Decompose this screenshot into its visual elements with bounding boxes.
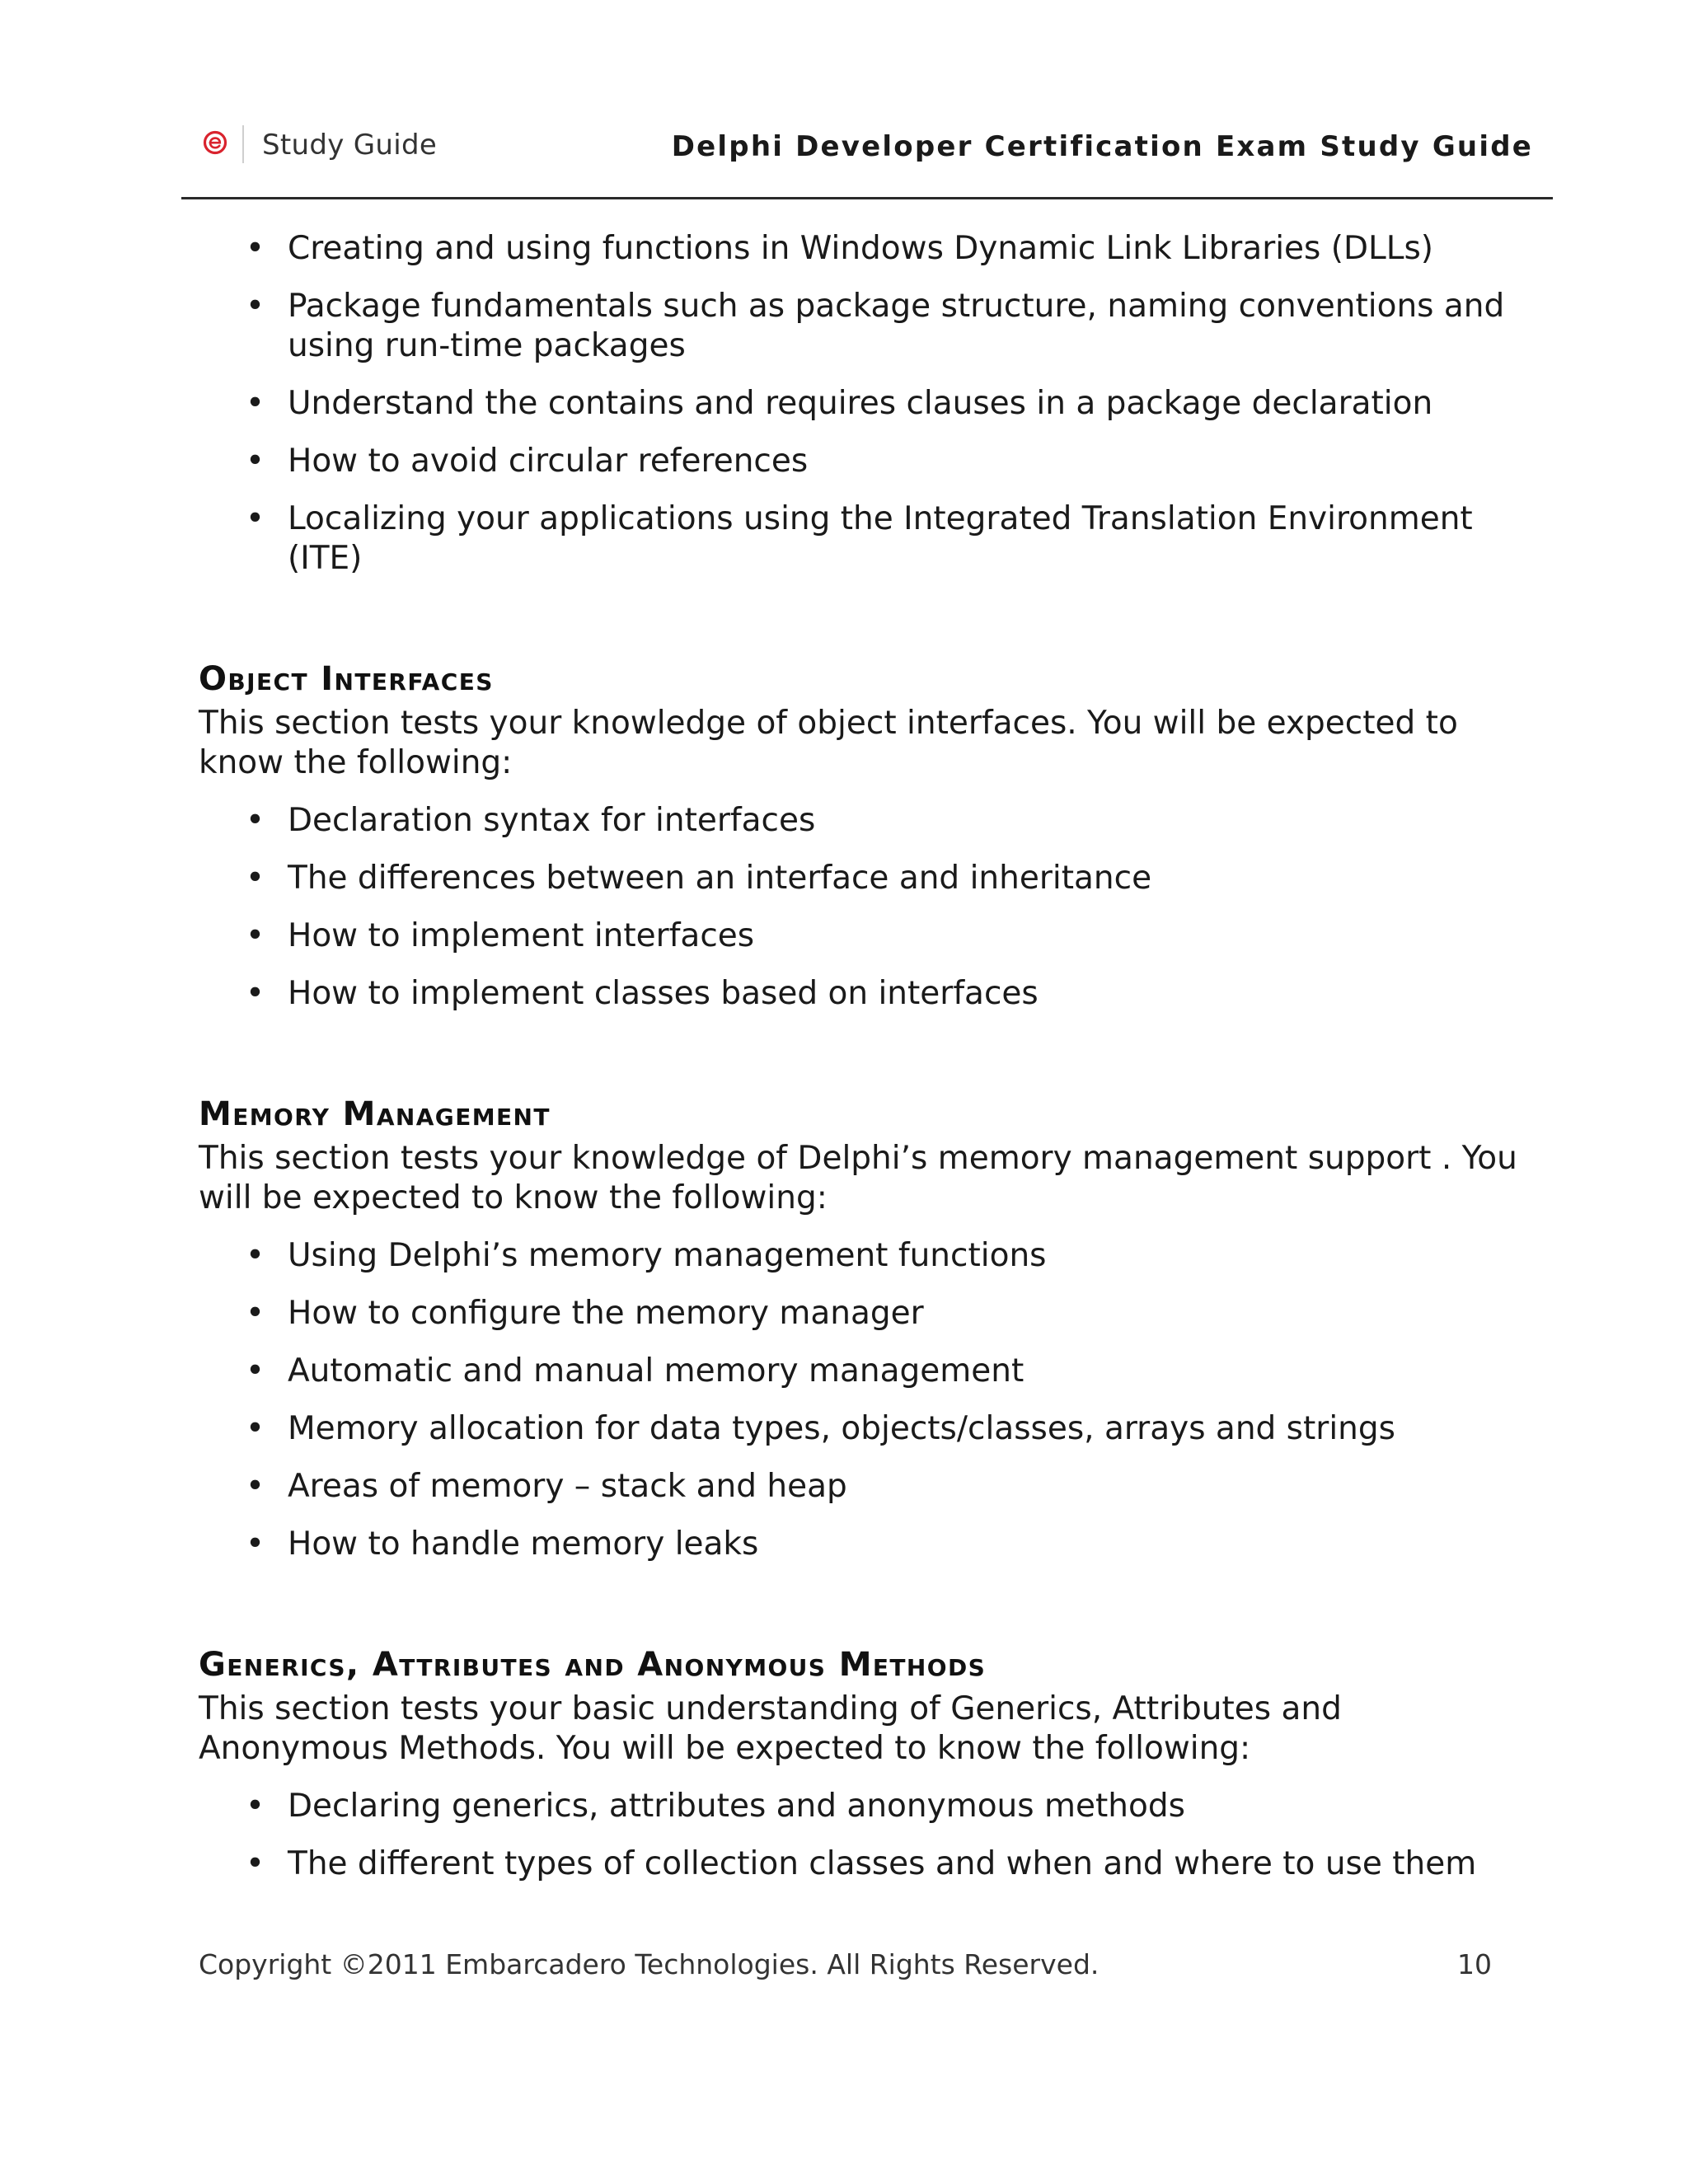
list-item: • How to implement classes based on interfaces [246,975,1039,1012]
section-intro: This section tests your basic understanding of Generics, Attributes and Anonymous Methods. You will be expected to know the following: [199,1690,1342,1767]
list-item: • Memory allocation for data types, objects/classes, arrays and strings [246,1410,1395,1447]
list-item: • How to implement interfaces [246,917,755,954]
page-number: 10 [1457,1948,1492,1980]
list-item: • How to configure the memory manager [246,1295,924,1332]
section-generics-attributes-anonymous-methods [199,1643,1534,1884]
list-item: • Localizing your applications using the Integrated Translation Environment (ITE) [246,500,1473,577]
bullet-icon: • [246,1352,265,1390]
section-intro: This section tests your knowledge of Delphi’s memory management support . You will be expected to know the following: [199,1140,1517,1216]
list-item: • Areas of memory – stack and heap [246,1468,847,1505]
list-item: • The different types of collection classes and when and where to use them [246,1845,1477,1882]
bullet-icon: • [246,802,265,839]
bullet-icon: • [246,1237,265,1274]
bullet-icon: • [246,1788,265,1825]
page-header [181,122,1533,171]
intro-bullet-list [199,229,1534,579]
section-bullet-list [199,801,1534,1014]
bullet-icon: • [246,500,265,537]
section-heading: Memory Management [199,1095,551,1133]
embarcadero-logo-icon [203,130,227,155]
list-item: • Declaration syntax for interfaces [246,802,816,839]
header-study-guide-label: Study Guide [262,129,438,162]
section-memory-management [199,1093,1534,1564]
bullet-icon: • [246,860,265,897]
list-item: • Package fundamentals such as package structure, naming conventions and using run-time packages [246,288,1505,364]
list-item: • The differences between an interface and inheritance [246,860,1152,897]
bullet-icon: • [246,230,265,267]
header-title: Delphi Developer Certification Exam Study Guide [671,130,1533,163]
bullet-icon: • [246,1295,265,1332]
section-bullet-list [199,1787,1534,1884]
bullet-icon: • [246,1468,265,1505]
header-rule [181,197,1553,199]
list-item: • Creating and using functions in Windows Dynamic Link Libraries (DLLs) [246,230,1434,267]
section-heading: Generics, Attributes and Anonymous Methods [199,1646,987,1684]
list-item: • Automatic and manual memory management [246,1352,1025,1390]
list-item: • How to handle memory leaks [246,1526,759,1563]
bullet-icon: • [246,443,265,480]
section-heading: Object Interfaces [199,660,494,698]
bullet-icon: • [246,917,265,954]
list-item: • Using Delphi’s memory management functions [246,1237,1047,1274]
list-item: • Understand the contains and requires clauses in a package declaration [246,385,1433,422]
bullet-icon: • [246,385,265,422]
footer-copyright: Copyright ©2011 Embarcadero Technologies. All Rights Reserved. [199,1948,1100,1980]
bullet-icon: • [246,1526,265,1563]
section-object-interfaces [199,658,1534,1014]
section-bullet-list [199,1236,1534,1564]
page-content [199,229,1534,1902]
bullet-icon: • [246,288,265,325]
bullet-icon: • [246,1410,265,1447]
section-intro: This section tests your knowledge of object interfaces. You will be expected to know the following: [199,705,1458,781]
list-item: • Declaring generics, attributes and anonymous methods [246,1788,1185,1825]
bullet-icon: • [246,1845,265,1882]
bullet-icon: • [246,975,265,1012]
list-item: • How to avoid circular references [246,443,809,480]
header-divider [242,125,244,163]
